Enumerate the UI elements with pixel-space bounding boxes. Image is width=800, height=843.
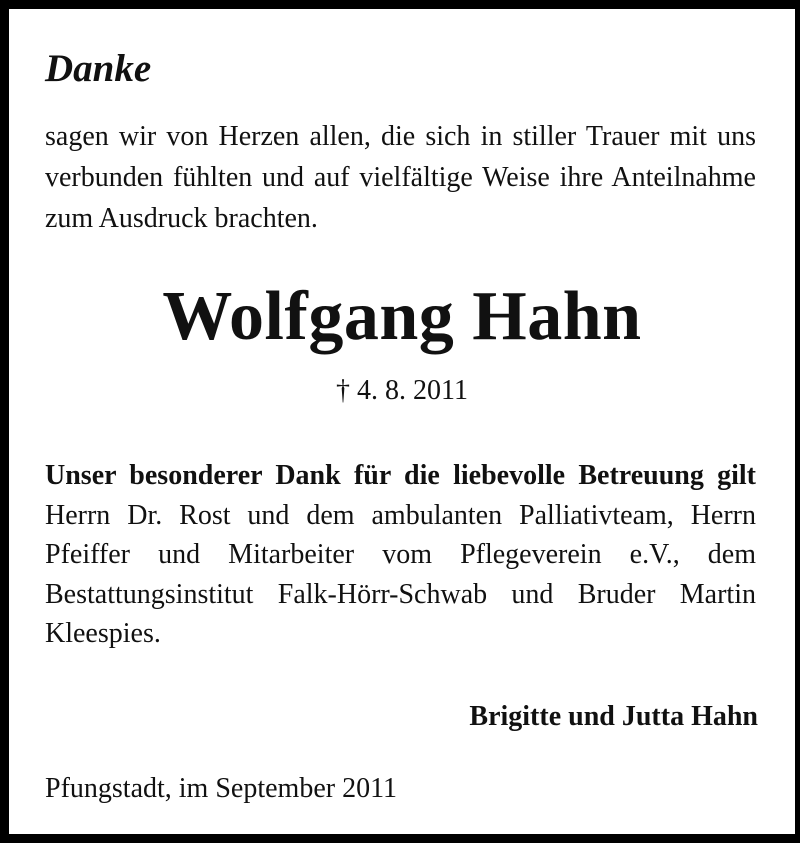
place-and-date: Pfungstadt, im September 2011 (45, 773, 398, 804)
thanks-text: Herrn Dr. Rost und dem ambulanten Palliativteam, Herrn Pfeiffer und Mitarbeiter vom Pflegeverein e.V., dem Bestattungsinstitut Falk-Hörr-Schwab und Bruder Martin Kleespies. (45, 499, 756, 649)
thanks-bold-text: Unser besonderer Dank für die liebevolle Betreuung gilt (45, 460, 756, 491)
thanks-paragraph (45, 456, 756, 654)
heading: Danke (45, 47, 152, 90)
signature: Brigitte und Jutta Hahn (469, 701, 758, 732)
deceased-name: Wolfgang Hahn (162, 278, 642, 355)
death-date: † 4. 8. 2011 (336, 375, 468, 406)
intro-text: sagen wir von Herzen allen, die sich in stiller Trauer mit uns verbunden fühlten und auf vielfältige Weise ihre Anteilnahme zum Ausdruck brachten. (45, 121, 756, 234)
